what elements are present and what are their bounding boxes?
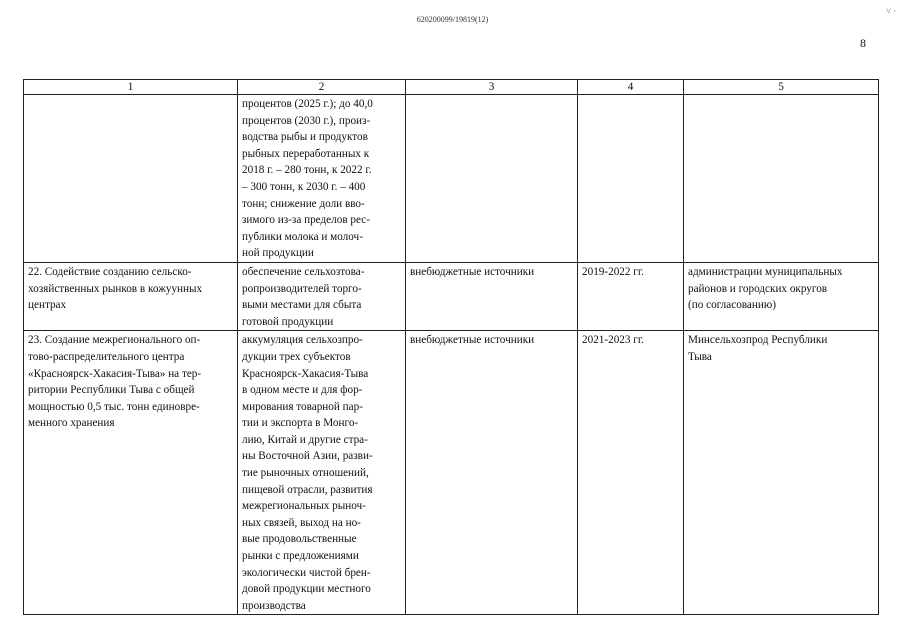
cell-funding: внебюджетные источники <box>406 262 578 330</box>
cell-result: аккумуляция сельхозпро- дукции трех субъектов Красноярск-Хакасия-Тыва в одном месте и для фор- мирования товарной пар- тии и экспорта в Монго- лию, Китай и другие стра- ны Восточной Азии, разви- тие рыночных отношений, пищевой отрасли, развития межрегиональных рыноч- ных связей, выход на но- вые продовольственные рынки с предложениями экологически чистой брен- довой продукции местного производства <box>238 331 406 615</box>
cell-period <box>578 95 684 263</box>
page-number: 8 <box>860 36 866 50</box>
column-header-2: 2 <box>238 80 406 95</box>
cell-responsible: администрации муниципальных районов и городских округов (по согласованию) <box>684 262 879 330</box>
cell-responsible: Минсельхозпрод Республики Тыва <box>684 331 879 615</box>
cell-result: обеспечение сельхозтова- ропроизводителей торго- выми местами для сбыта готовой продукции <box>238 262 406 330</box>
cell-activity: 23. Создание межрегионального оп- тово-распределительного центра «Красноярск-Хакасия-Тыва» на тер- ритории Республики Тыва с общей мощностью 0,5 тыс. тонн единовре- менного хранения <box>24 331 238 615</box>
plan-table <box>23 79 879 615</box>
table-header-row <box>24 80 879 95</box>
table-row-22 <box>24 262 879 330</box>
cell-funding: внебюджетные источники <box>406 331 578 615</box>
column-header-1: 1 <box>24 80 238 95</box>
cell-activity <box>24 95 238 263</box>
column-header-3: 3 <box>406 80 578 95</box>
cell-period: 2021-2023 гг. <box>578 331 684 615</box>
cell-funding <box>406 95 578 263</box>
cell-activity: 22. Содействие созданию сельско- хозяйственных рынков в кожуунных центрах <box>24 262 238 330</box>
cell-period: 2019-2022 гг. <box>578 262 684 330</box>
document-number: 620200099/19819(12) <box>416 15 489 24</box>
column-header-5: 5 <box>684 80 879 95</box>
table-row-23 <box>24 331 879 615</box>
cell-result: процентов (2025 г.); до 40,0 процентов (2030 г.), произ- водства рыбы и продуктов рыбных переработанных к 2018 г. – 280 тонн, к 2022 г. – 300 тонн, к 2030 г. – 400 тонн; снижение доли вво- зимого из-за пределов рес- публики молока и молоч- ной продукции <box>238 95 406 263</box>
cell-responsible <box>684 95 879 263</box>
corner-scan-mark: ˅ · <box>886 6 897 16</box>
column-header-4: 4 <box>578 80 684 95</box>
table-row-continuation <box>24 95 879 263</box>
